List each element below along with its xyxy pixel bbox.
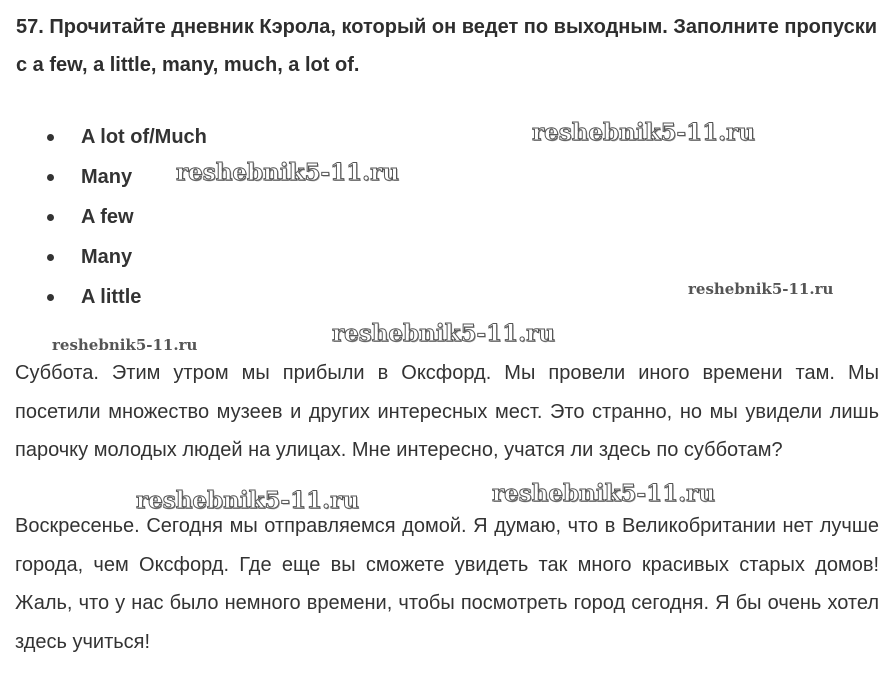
bullet-icon — [47, 174, 54, 181]
answer-text: A little — [81, 286, 142, 308]
watermark: reshebnik5-11.ru — [332, 320, 555, 347]
answer-list — [0, 117, 207, 317]
answer-text: A lot of/Much — [81, 126, 207, 148]
answer-item — [0, 237, 207, 277]
bullet-icon — [47, 294, 54, 301]
watermark: reshebnik5-11.ru — [176, 159, 399, 186]
saturday-paragraph: Суббота. Этим утром мы прибыли в Оксфорд. Мы провели иного времени там. Мы посетили множество музеев и других интересных мест. Это странно, но мы увидели лишь парочку молодых людей на улицах. Мне интересно, учатся ли здесь по субботам? — [15, 362, 879, 461]
answer-text: Many — [81, 246, 133, 268]
watermark: reshebnik5-11.ru — [52, 336, 198, 354]
exercise-title: 57. Прочитайте дневник Кэрола, который он ведет по выходным. Заполните пропуски с a few, a little, many, much, a lot of. — [16, 16, 878, 76]
watermark: reshebnik5-11.ru — [136, 487, 359, 514]
watermark: reshebnik5-11.ru — [492, 480, 715, 507]
answer-text: A few — [81, 206, 134, 228]
bullet-icon — [47, 254, 54, 261]
watermark: reshebnik5-11.ru — [688, 280, 834, 298]
answer-text: Many — [81, 166, 133, 188]
bullet-icon — [47, 134, 54, 141]
watermark: reshebnik5-11.ru — [532, 119, 755, 146]
answer-item — [0, 197, 207, 237]
sunday-paragraph: Воскресенье. Сегодня мы отправляемся домой. Я думаю, что в Великобритании нет лучше города, чем Оксфорд. Где еще вы сможете увидеть так много красивых старых домов! Жаль, что у нас было немного времени, чтобы посмотреть город сегодня. Я бы очень хотел здесь учиться! — [15, 515, 879, 653]
answer-item — [0, 117, 207, 157]
bullet-icon — [47, 214, 54, 221]
answer-item — [0, 277, 207, 317]
